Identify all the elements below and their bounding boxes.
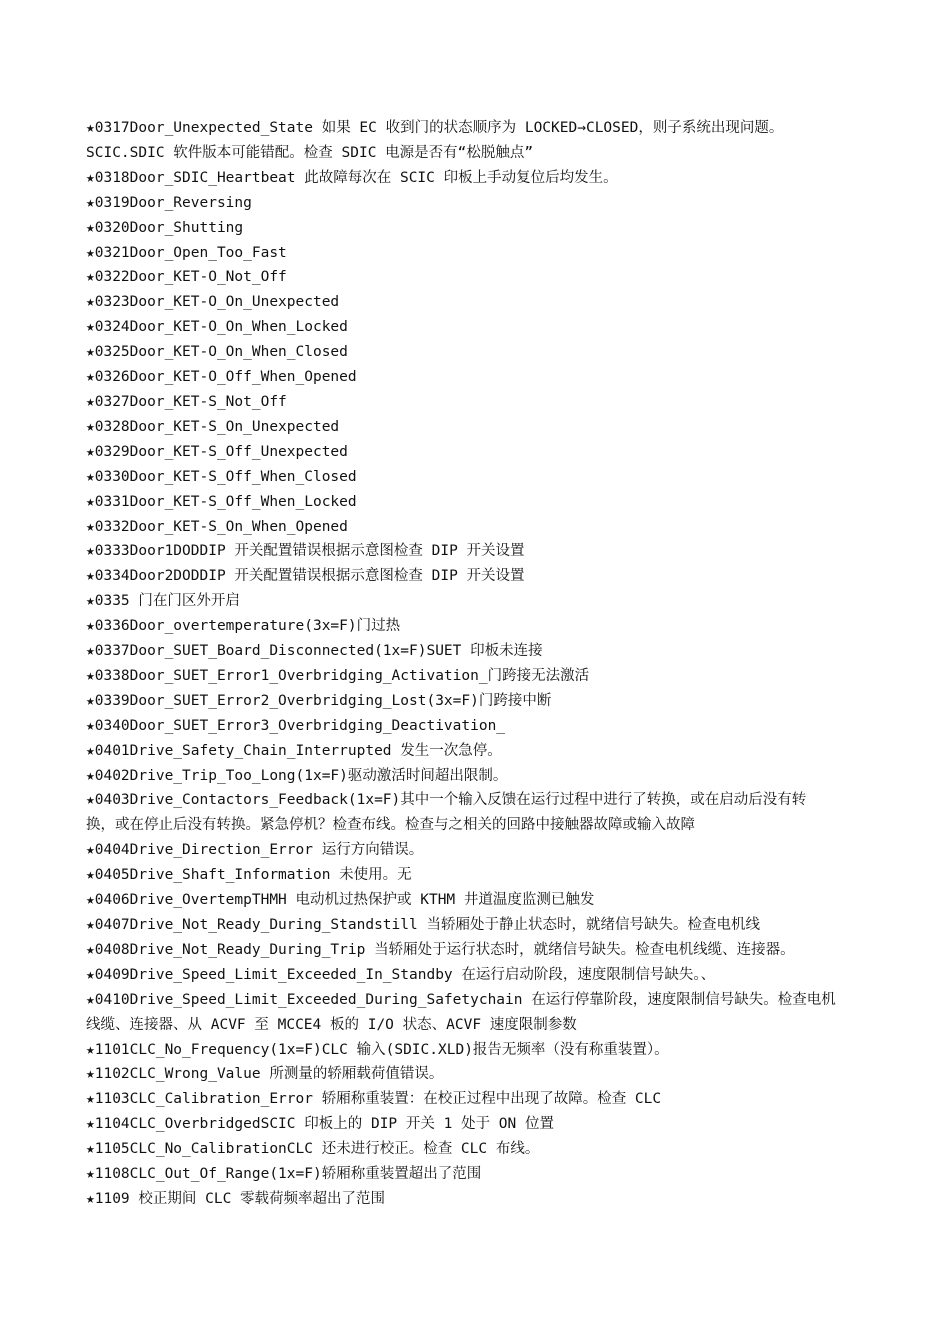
text-line: ★0317Door_Unexpected_State 如果 EC 收到门的状态顺序为 LOCKED→CLOSED，则子系统出现问题。: [86, 120, 784, 136]
text-line: ★1108CLC_Out_Of_Range(1x=F)轿厢称重装置超出了范围: [86, 1166, 482, 1183]
text-line: ★0336Door_overtemperature(3x=F)门过热: [86, 618, 401, 635]
text-line: ★0403Drive_Contactors_Feedback(1x=F)其中一个输入反馈在运行过程中进行了转换，或在启动后没有转: [86, 792, 807, 809]
text-line: ★0324Door_KET-O_On_When_Locked: [86, 319, 348, 336]
text-line: ★0402Drive_Trip_Too_Long(1x=F)驱动激活时间超出限制。: [86, 767, 508, 784]
text-line: ★0410Drive_Speed_Limit_Exceeded_During_Safetychain 在运行停靠阶段，速度限制信号缺失。检查电机: [86, 991, 836, 1008]
text-line: ★0330Door_KET-S_Off_When_Closed: [86, 468, 357, 485]
text-line: 换，或在停止后没有转换。紧急停机？检查布线。检查与之相关的回路中接触器故障或输入故障: [86, 817, 695, 834]
text-line: SCIC.SDIC 软件版本可能错配。检查 SDIC 电源是否有“松脱触点”: [86, 144, 534, 161]
text-line: ★1104CLC_OverbridgedSCIC 印板上的 DIP 开关 1 处于 ON 位置: [86, 1116, 554, 1133]
text-line: ★0405Drive_Shaft_Information 未使用。无: [86, 867, 412, 884]
text-line: ★0340Door_SUET_Error3_Overbridging_Deactivation_: [86, 717, 506, 734]
text-line: ★0318Door_SDIC_Heartbeat 此故障每次在 SCIC 印板上手动复位后均发生。: [86, 169, 618, 186]
text-line: ★0337Door_SUET_Board_Disconnected(1x=F)SUET 印板未连接: [86, 643, 543, 660]
text-line: ★0339Door_SUET_Error2_Overbridging_Lost(3x=F)门跨接中断: [86, 692, 552, 709]
text-line: ★0409Drive_Speed_Limit_Exceeded_In_Standby 在运行启动阶段，速度限制信号缺失。、: [86, 966, 716, 983]
text-line: ★0321Door_Open_Too_Fast: [86, 244, 287, 261]
text-line: ★1105CLC_No_CalibrationCLC 还未进行校正。检查 CLC 布线。: [86, 1141, 540, 1158]
text-line: ★0335 门在门区外开启: [86, 593, 240, 610]
text-line: ★0322Door_KET-O_Not_Off: [86, 269, 287, 286]
text-line: ★0333Door1DODDIP 开关配置错误根据示意图检查 DIP 开关设置: [86, 543, 525, 560]
text-line: ★1103CLC_Calibration_Error 轿厢称重装置：在校正过程中出现了故障。检查 CLC: [86, 1091, 662, 1108]
text-line: ★0327Door_KET-S_Not_Off: [86, 393, 287, 410]
text-line: ★0320Door_Shutting: [86, 219, 244, 236]
text-line: ★0401Drive_Safety_Chain_Interrupted 发生一次急停。: [86, 742, 502, 759]
text-line: ★1109 校正期间 CLC 零载荷频率超出了范围: [86, 1190, 386, 1207]
document-body: [86, 116, 876, 1212]
text-line: ★0329Door_KET-S_Off_Unexpected: [86, 443, 348, 460]
text-line: ★0338Door_SUET_Error1_Overbridging_Activation_门跨接无法激活: [86, 667, 590, 684]
text-line: ★0331Door_KET-S_Off_When_Locked: [86, 493, 357, 510]
text-line: ★0325Door_KET-O_On_When_Closed: [86, 344, 348, 361]
text-line: ★0406Drive_OvertempTHMH 电动机过热保护或 KTHM 井道温度监测已触发: [86, 892, 595, 909]
text-line: ★0319Door_Reversing: [86, 194, 252, 211]
text-line: ★1102CLC_Wrong_Value 所测量的轿厢载荷值错误。: [86, 1066, 444, 1083]
text-line: ★0332Door_KET-S_On_When_Opened: [86, 518, 348, 535]
text-line: 线缆、连接器、从 ACVF 至 MCCE4 板的 I/O 状态、ACVF 速度限制参数: [86, 1016, 577, 1033]
text-line: ★0334Door2DODDIP 开关配置错误根据示意图检查 DIP 开关设置: [86, 568, 525, 585]
text-line: ★0407Drive_Not_Ready_During_Standstill 当轿厢处于静止状态时，就绪信号缺失。检查电机线: [86, 917, 760, 933]
text-line: ★0323Door_KET-O_On_Unexpected: [86, 294, 340, 311]
text-line: ★0408Drive_Not_Ready_During_Trip 当轿厢处于运行状态时，就绪信号缺失。检查电机线缆、连接器。: [86, 941, 795, 958]
text-line: ★0328Door_KET-S_On_Unexpected: [86, 418, 340, 435]
text-line: ★0326Door_KET-O_Off_When_Opened: [86, 369, 357, 386]
text-line: ★1101CLC_No_Frequency(1x=F)CLC 输入(SDIC.XLD)报告无频率（没有称重装置）。: [86, 1041, 669, 1058]
text-line: ★0404Drive_Direction_Error 运行方向错误。: [86, 842, 424, 859]
